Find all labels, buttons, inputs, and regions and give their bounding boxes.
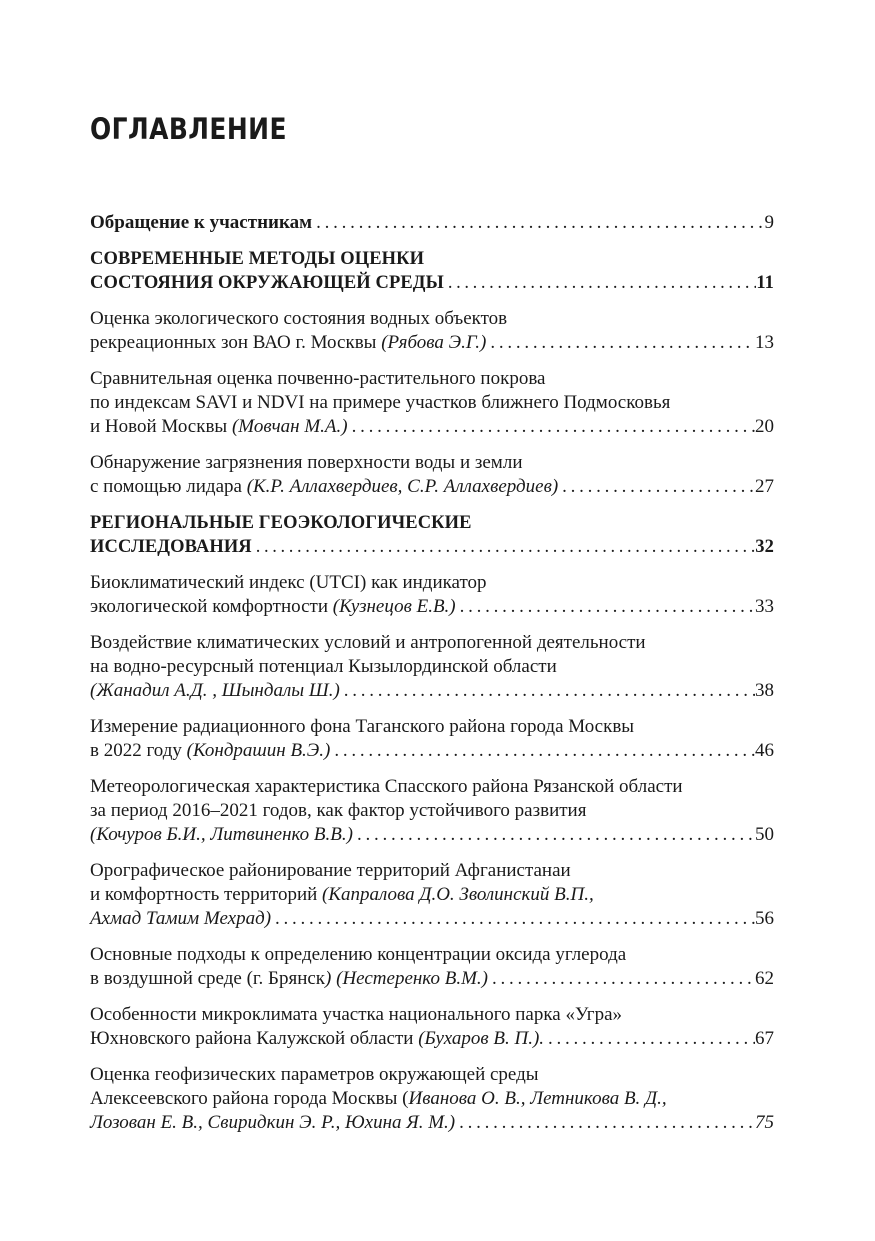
page-number: 27 bbox=[755, 476, 774, 497]
section-title-line: СОСТОЯНИЯ ОКРУЖАЮЩЕЙ СРЕДЫ bbox=[90, 273, 444, 293]
toc-entry[interactable] bbox=[90, 1003, 774, 1051]
entry-authors: (Кочуров Б.И., Литвиненко В.В.) bbox=[90, 824, 353, 845]
section-title-line: СОВРЕМЕННЫЕ МЕТОДЫ ОЦЕНКИ bbox=[90, 249, 425, 269]
page-number: 62 bbox=[755, 968, 774, 989]
entry-title-line: на водно-ресурсный потенциал Кызылординской области bbox=[90, 656, 557, 677]
entry-title-line: за период 2016–2021 годов, как фактор устойчивого развития bbox=[90, 800, 587, 821]
entry-authors: (К.Р. Аллахвердиев, С.Р. Аллахвердиев) bbox=[246, 476, 559, 497]
entry-title-line: Метеорологическая характеристика Спасского района Рязанской области bbox=[90, 776, 683, 797]
entry-title-line: Обнаружение загрязнения поверхности воды и земли bbox=[90, 452, 523, 473]
entry-title-line: Биоклиматический индекс (UTCI) как индикатор bbox=[90, 572, 487, 593]
entry-title-line: Сравнительная оценка почвенно-растительного покрова bbox=[90, 368, 546, 389]
entry-authors: Ахмад Тамим Мехрад) bbox=[90, 908, 272, 929]
entry-title-line: по индексам SAVI и NDVI на примере участков ближнего Подмосковья bbox=[90, 392, 671, 413]
dot-leader bbox=[252, 535, 756, 559]
entry-authors: (Кондрашин В.Э.) bbox=[186, 740, 331, 761]
dot-leader bbox=[488, 967, 755, 991]
entry-authors: (Бухаров В. П.). bbox=[418, 1028, 545, 1049]
table-of-contents bbox=[90, 211, 774, 1147]
dot-leader bbox=[330, 739, 755, 763]
page-number: 13 bbox=[755, 332, 774, 353]
dot-leader bbox=[455, 1111, 755, 1135]
entry-title-line: рекреационных зон ВАО г. Москвы bbox=[90, 332, 377, 353]
dot-leader bbox=[486, 331, 755, 355]
entry-title-line: Алексеевского района города Москвы ( bbox=[90, 1088, 409, 1109]
entry-title-line: Основные подходы к определению концентрации оксида углерода bbox=[90, 944, 627, 965]
page-number: 20 bbox=[755, 416, 774, 437]
dot-leader bbox=[312, 211, 764, 235]
dot-leader bbox=[271, 907, 755, 931]
page-number: 67 bbox=[755, 1028, 774, 1049]
page-number: 38 bbox=[755, 680, 774, 701]
entry-authors: Иванова О. В., Летникова В. Д., bbox=[408, 1088, 667, 1109]
entry-authors: ) (Нестеренко В.М.) bbox=[325, 968, 488, 989]
entry-title-line: в 2022 году bbox=[90, 740, 182, 761]
toc-entry-greeting[interactable] bbox=[90, 211, 774, 235]
page-number: 46 bbox=[755, 740, 774, 761]
dot-leader bbox=[348, 415, 755, 439]
dot-leader bbox=[353, 823, 755, 847]
entry-title-line: экологической комфортности bbox=[90, 596, 329, 617]
toc-entry[interactable] bbox=[90, 571, 774, 619]
page-number: 56 bbox=[755, 908, 774, 929]
dot-leader bbox=[558, 475, 755, 499]
toc-section-modern-methods[interactable] bbox=[90, 247, 774, 295]
page-number: 32 bbox=[755, 537, 774, 557]
toc-section-regional[interactable] bbox=[90, 511, 774, 559]
toc-entry[interactable] bbox=[90, 1063, 774, 1135]
entry-title-line: в воздушной среде (г. Брянск bbox=[90, 968, 326, 989]
section-title-line: ИССЛЕДОВАНИЯ bbox=[90, 537, 252, 557]
page-number: 9 bbox=[764, 212, 774, 233]
toc-entry[interactable] bbox=[90, 715, 774, 763]
entry-authors: (Жанадил А.Д. , Шындалы Ш.) bbox=[90, 680, 340, 701]
entry-title-line: с помощью лидара bbox=[90, 476, 242, 497]
page-number: 33 bbox=[755, 596, 774, 617]
dot-leader bbox=[444, 271, 756, 295]
dot-leader bbox=[456, 595, 755, 619]
toc-entry[interactable] bbox=[90, 367, 774, 439]
toc-entry[interactable] bbox=[90, 631, 774, 703]
toc-entry[interactable] bbox=[90, 859, 774, 931]
entry-title-line: Оценка экологического состояния водных объектов bbox=[90, 308, 508, 329]
toc-entry[interactable] bbox=[90, 451, 774, 499]
entry-title-line: Измерение радиационного фона Таганского района города Москвы bbox=[90, 716, 635, 737]
entry-authors: Лозован Е. В., Свиридкин Э. Р., Юхина Я. М.) bbox=[90, 1112, 456, 1133]
entry-authors: (Мовчан М.А.) bbox=[231, 416, 348, 437]
toc-entry[interactable] bbox=[90, 775, 774, 847]
dot-leader bbox=[340, 679, 755, 703]
entry-title: Обращение к участникам bbox=[90, 212, 313, 233]
section-title-line: РЕГИОНАЛЬНЫЕ ГЕОЭКОЛОГИЧЕСКИЕ bbox=[90, 513, 472, 533]
entry-title-line: и Новой Москвы bbox=[90, 416, 228, 437]
entry-authors: (Капралова Д.О. Зволинский В.П., bbox=[322, 884, 594, 905]
entry-title-line: и комфортность территорий bbox=[90, 884, 318, 905]
page-title: ОГЛАВЛЕНИЕ bbox=[90, 112, 287, 146]
entry-title-line: Воздействие климатических условий и антропогенной деятельности bbox=[90, 632, 646, 653]
entry-title-line: Орографическое районирование территорий Афганистанаи bbox=[90, 860, 571, 881]
entry-title-line: Юхновского района Калужской области bbox=[90, 1028, 414, 1049]
page-number: 11 bbox=[756, 273, 774, 293]
entry-authors: (Рябова Э.Г.) bbox=[381, 332, 487, 353]
page-number: 75 bbox=[755, 1112, 774, 1133]
page-number: 50 bbox=[755, 824, 774, 845]
dot-leader bbox=[544, 1027, 755, 1051]
entry-title-line: Особенности микроклимата участка национального парка «Угра» bbox=[90, 1004, 622, 1025]
entry-title-line: Оценка геофизических параметров окружающей среды bbox=[90, 1064, 539, 1085]
entry-authors: (Кузнецов Е.В.) bbox=[332, 596, 456, 617]
toc-entry[interactable] bbox=[90, 307, 774, 355]
toc-entry[interactable] bbox=[90, 943, 774, 991]
